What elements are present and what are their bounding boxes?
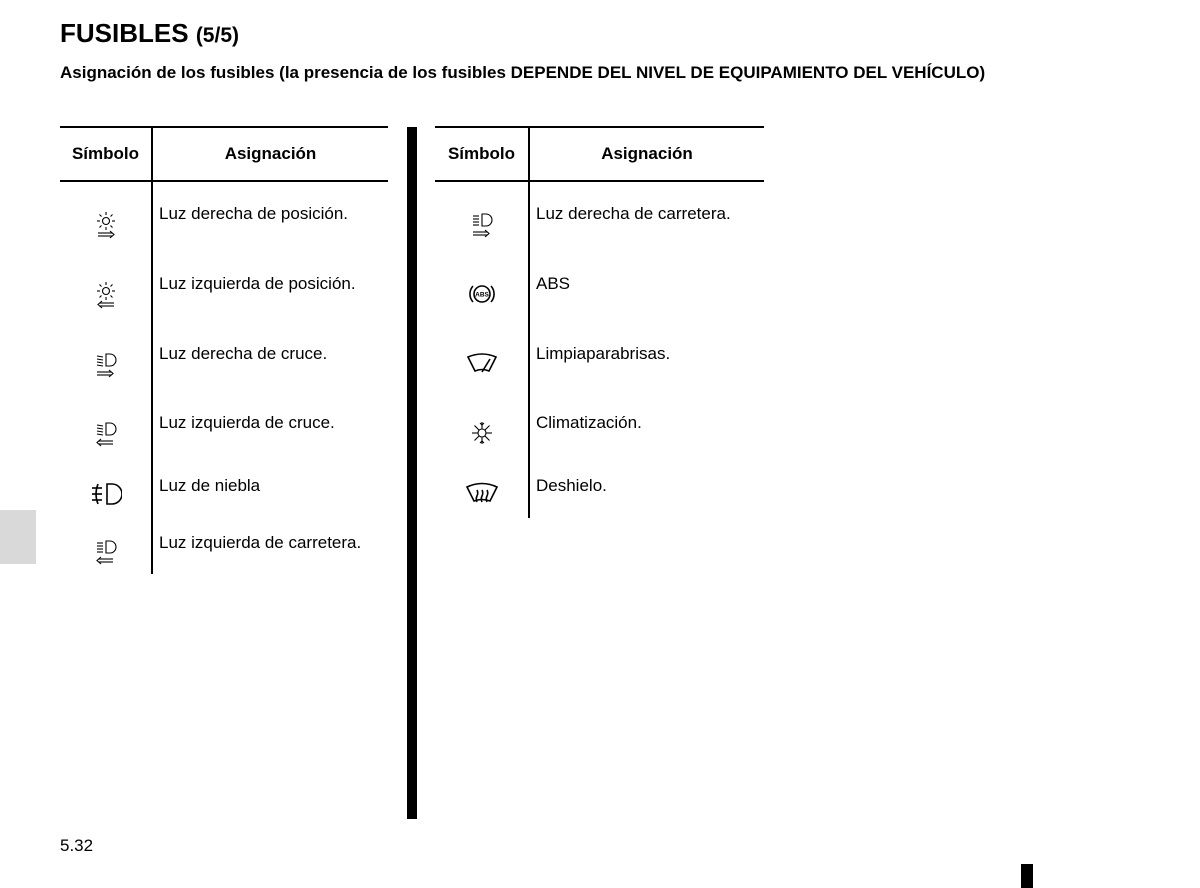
assignment-text: Limpiaparabrisas.: [528, 322, 764, 391]
assignment-text: Climatización.: [528, 391, 764, 457]
page-title-count: (5/5): [195, 24, 239, 47]
symbol-cell: [60, 457, 151, 518]
page-subtitle: Asignación de los fusibles (la presencia de los fusibles DEPENDE DEL NIVEL DE EQUIPAMIENTO DEL VEHÍCULO): [60, 63, 986, 82]
page-title: [60, 18, 239, 49]
page-number: 5.32: [60, 836, 94, 855]
symbol-cell: [435, 182, 528, 252]
symbol-cell: [60, 391, 151, 457]
assignment-text: Luz derecha de posición.: [151, 182, 388, 252]
table-row: [60, 391, 388, 457]
position-light-right-icon: [95, 211, 117, 239]
symbol-cell: [435, 252, 528, 322]
symbol-cell: [435, 322, 528, 391]
page-title-text: FUSIBLES: [60, 18, 189, 48]
symbol-cell: [435, 457, 528, 518]
windscreen-wiper-icon: [465, 351, 499, 375]
column-divider: [407, 127, 417, 819]
high-beam-left-icon: [94, 538, 118, 566]
low-beam-left-icon: [94, 420, 118, 448]
symbol-cell: [60, 252, 151, 322]
section-tab-marker: [0, 510, 36, 564]
symbol-cell: [60, 322, 151, 391]
position-light-left-icon: [95, 281, 117, 309]
high-beam-right-icon: [470, 211, 494, 239]
table-body: [60, 182, 388, 574]
table-row: [435, 457, 764, 518]
symbol-cell: [60, 182, 151, 252]
symbol-cell: [435, 391, 528, 457]
table-row: [60, 457, 388, 518]
assignment-text: ABS: [528, 252, 764, 322]
fog-light-icon: [90, 481, 122, 507]
table-row: [435, 391, 764, 457]
assignment-text: Luz derecha de cruce.: [151, 322, 388, 391]
assignment-text: Luz de niebla: [151, 457, 388, 518]
column-header-symbol: Símbolo: [71, 144, 140, 163]
abs-icon: [467, 281, 497, 307]
assignment-text: Luz izquierda de posición.: [151, 252, 388, 322]
column-header-assignment: Asignación: [528, 128, 764, 180]
assignment-text: Deshielo.: [528, 457, 764, 518]
table-row: [435, 252, 764, 322]
table-body: [435, 182, 764, 518]
table-row: [435, 322, 764, 391]
table-row: [60, 322, 388, 391]
abs-icon-text: ABS: [474, 291, 489, 299]
fuse-table-left: [60, 126, 388, 574]
column-header-assignment: Asignación: [151, 128, 388, 180]
table-header: [435, 126, 764, 182]
table-row: [60, 518, 388, 574]
assignment-text: Luz derecha de carretera.: [528, 182, 764, 252]
low-beam-right-icon: [94, 351, 118, 379]
table-row: [60, 252, 388, 322]
table-row: [60, 182, 388, 252]
symbol-cell: [60, 518, 151, 574]
air-conditioning-icon: [470, 420, 494, 446]
fuse-table-right: [435, 126, 764, 518]
page-corner-mark: [1021, 864, 1033, 888]
table-row: [435, 182, 764, 252]
demister-icon: [465, 481, 499, 507]
assignment-text: Luz izquierda de carretera.: [151, 518, 388, 574]
table-header: [60, 126, 388, 182]
assignment-text: Luz izquierda de cruce.: [151, 391, 388, 457]
column-header-symbol: Símbolo: [447, 144, 516, 163]
